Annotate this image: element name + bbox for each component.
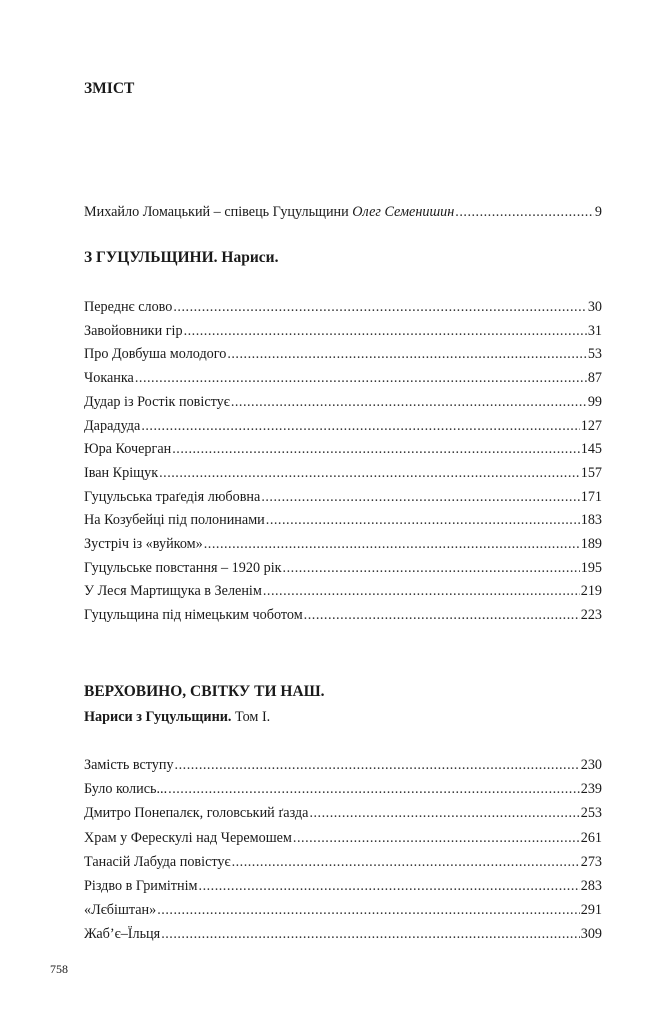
- toc-entry: [84, 606, 602, 624]
- dot-leader: [232, 853, 580, 871]
- toc-entry-title: На Козубейці під полонинами: [84, 512, 265, 529]
- dot-leader: [157, 901, 579, 919]
- toc-entry: [84, 417, 602, 435]
- toc-entry: [84, 440, 602, 458]
- toc-entry: [84, 535, 602, 553]
- toc-entry: [84, 559, 602, 577]
- toc-entry-intro: [84, 203, 602, 221]
- toc-entry-title: Про Довбуша молодого: [84, 346, 227, 363]
- toc-entry-title: Завойовники гір: [84, 322, 183, 339]
- toc-entry-title: Гуцульське повстання – 1920 рік: [84, 559, 282, 576]
- toc-entry-title: Зустріч із «вуйком»: [84, 536, 203, 552]
- dot-leader: [266, 511, 580, 529]
- toc-entry-page: 253: [580, 805, 602, 822]
- toc-entry-page: 283: [580, 878, 602, 894]
- toc-entry-page: 261: [580, 829, 602, 846]
- toc-entry-page: 53: [587, 346, 602, 363]
- toc-entry-page: 219: [580, 583, 602, 600]
- toc-entry-page: 195: [580, 559, 602, 576]
- dot-leader: [263, 582, 580, 600]
- toc-entry: [84, 804, 602, 822]
- toc-entry-title: Різдво в Гримітнім: [84, 878, 198, 894]
- dot-leader: [455, 203, 594, 221]
- section1-heading: З ГУЦУЛЬЩИНИ. Нариси.: [84, 249, 279, 266]
- dot-leader: [175, 756, 580, 774]
- dot-leader: [161, 925, 580, 943]
- toc-entry-title: Іван Кріщук: [84, 464, 159, 481]
- toc-entry: [84, 298, 602, 316]
- toc-entry-title: Замість вступу: [84, 757, 174, 773]
- dot-leader: [261, 488, 579, 506]
- dot-leader: [204, 535, 580, 553]
- toc-entry-page: 309: [580, 926, 602, 943]
- toc-entry: [84, 488, 602, 506]
- toc-entry-title: Михайло Ломацький – співець Гуцульщини Олег Семенишин: [84, 204, 455, 220]
- toc-entry-page: 273: [580, 853, 602, 870]
- toc-entry: [84, 877, 602, 895]
- dot-leader: [141, 417, 579, 435]
- toc-entry-author: Олег Семенишин: [352, 204, 455, 220]
- dot-leader: [168, 780, 580, 798]
- toc-entry-page: 145: [580, 441, 602, 458]
- toc-entry-page: 171: [580, 488, 602, 505]
- toc-entry-page: 9: [594, 204, 602, 220]
- dot-leader: [304, 606, 580, 624]
- dot-leader: [227, 345, 586, 363]
- toc-entry-page: 87: [587, 370, 602, 387]
- toc-entry-title: Танасій Лабуда повістує: [84, 853, 231, 870]
- toc-entry-title: Дарадуда: [84, 417, 141, 434]
- toc-entry: [84, 345, 602, 363]
- toc-entry-title: Гуцульщина під німецьким чоботом: [84, 607, 303, 624]
- toc-entry: [84, 756, 602, 774]
- section2-subheading-rest: Том І.: [231, 709, 271, 725]
- toc-entry-title: У Леся Мартищука в Зеленім: [84, 583, 262, 600]
- toc-entry: [84, 511, 602, 529]
- toc-entry-title: Храм у Ферескулі над Черемошем: [84, 829, 292, 846]
- toc-entry-page: 30: [587, 299, 602, 315]
- toc-entry: [84, 322, 602, 340]
- toc-entry-title: «Лєбіштан»: [84, 902, 157, 919]
- toc-entry-page: 99: [587, 393, 602, 410]
- dot-leader: [173, 298, 586, 316]
- toc-entry-title: Було колись...: [84, 781, 168, 798]
- contents-title: ЗМІСТ: [84, 80, 135, 97]
- toc-entry: [84, 393, 602, 411]
- toc-entry: [84, 925, 602, 943]
- toc-entry-title: Дмитро Понепалєк, головський ґазда: [84, 805, 309, 822]
- toc-entry: [84, 853, 602, 871]
- dot-leader: [184, 322, 587, 340]
- dot-leader: [172, 440, 579, 458]
- dot-leader: [199, 877, 580, 895]
- toc-entry-title: Гуцульська траґедія любовна: [84, 488, 261, 505]
- toc-entry: [84, 582, 602, 600]
- toc-entry-title: Жаб’є–Їльця: [84, 926, 161, 943]
- toc-entry-page: 189: [580, 536, 602, 552]
- dot-leader: [309, 804, 579, 822]
- toc-entry-page: 239: [580, 781, 602, 798]
- toc-entry: [84, 464, 602, 482]
- toc-entry-title: Дудар із Ростік повістує: [84, 393, 230, 410]
- toc-entry: [84, 780, 602, 798]
- toc-entry-page: 157: [580, 464, 602, 481]
- toc-entry-page: 230: [580, 757, 602, 773]
- section2-subheading-bold: Нариси з Гуцульщини.: [84, 709, 232, 725]
- toc-entry-page: 127: [580, 417, 602, 434]
- toc-entry: [84, 369, 602, 387]
- dot-leader: [231, 393, 587, 411]
- dot-leader: [283, 559, 580, 577]
- toc-entry: [84, 901, 602, 919]
- toc-entry-page: 31: [587, 322, 602, 339]
- dot-leader: [293, 829, 580, 847]
- toc-entry-title: Переднє слово: [84, 299, 173, 315]
- dot-leader: [159, 464, 580, 482]
- toc-entry-page: 291: [580, 902, 602, 919]
- toc-entry-title: Юра Кочерган: [84, 441, 172, 458]
- toc-entry: [84, 829, 602, 847]
- toc-entry-page: 183: [580, 512, 602, 529]
- page-number: 758: [50, 962, 68, 976]
- section2-subheading: [84, 709, 270, 726]
- toc-entry-title: Чоканка: [84, 370, 134, 387]
- toc-entry-page: 223: [580, 607, 602, 624]
- section2-heading: ВЕРХОВИНО, СВІТКУ ТИ НАШ.: [84, 683, 325, 700]
- dot-leader: [135, 369, 587, 387]
